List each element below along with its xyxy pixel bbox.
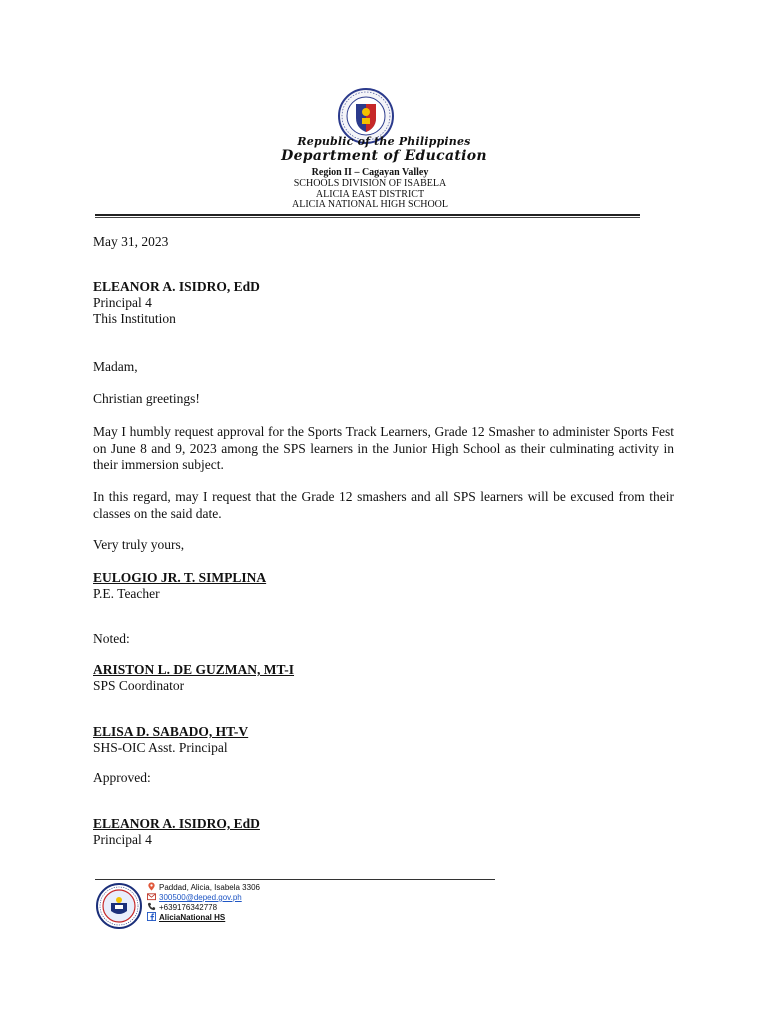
mail-icon (147, 892, 156, 901)
footer-divider (95, 879, 495, 880)
approved-label: Approved: (93, 770, 151, 785)
letterhead-divider (95, 214, 640, 216)
letterhead-district: ALICIA EAST DISTRICT (315, 189, 425, 200)
recipient-position: Principal 4 (93, 295, 152, 310)
letterhead-school: ALICIA NATIONAL HIGH SCHOOL (291, 199, 448, 210)
letterhead-divider-thin (95, 217, 640, 218)
facebook-icon (147, 912, 156, 921)
closing: Very truly yours, (93, 537, 185, 552)
footer-email-link[interactable]: 300500@deped.gov.ph (159, 893, 242, 902)
letterhead-division: SCHOOLS DIVISION OF ISABELA (293, 178, 447, 189)
location-pin-icon (147, 882, 156, 891)
sender-name: EULOGIO JR. T. SIMPLINA (93, 570, 267, 585)
approver-position: Principal 4 (93, 832, 152, 847)
noted-signatory-position: SHS-OIC Asst. Principal (93, 740, 228, 755)
recipient-office: This Institution (93, 311, 176, 326)
school-seal-logo (96, 883, 142, 929)
noted-label: Noted: (93, 631, 130, 646)
approver-name: ELEANOR A. ISIDRO, EdD (93, 816, 260, 831)
noted-signatory-name: ELISA D. SABADO, HT-V (93, 724, 249, 739)
letter-date: May 31, 2023 (93, 234, 169, 249)
noted-signatory-name: ARISTON L. DE GUZMAN, MT-I (93, 662, 295, 677)
footer-facebook-link[interactable]: AliciaNational HS (159, 913, 226, 922)
body-paragraph-excuse: In this regard, may I request that the Grade 12 smashers and all SPS learners will be excused from their classes on the said date. (93, 489, 674, 521)
body-paragraph-request: May I humbly request approval for the Sports Track Learners, Grade 12 Smasher to administer Sports Fest on June 8 and 9, 2023 among the SPS learners in the Junior High School as their culminating activity in their immersion subject. (93, 424, 674, 472)
recipient-name: ELEANOR A. ISIDRO, EdD (93, 279, 260, 294)
footer-facebook-row (147, 912, 225, 923)
phone-icon (147, 902, 156, 911)
letterhead-region: Region II – Cagayan Valley (311, 167, 429, 178)
letterhead-department: Department of Education (281, 148, 487, 164)
salutation: Madam, (93, 359, 138, 374)
footer-address: Paddad, Alicia, Isabela 3306 (159, 883, 260, 892)
greeting: Christian greetings! (93, 391, 200, 406)
noted-signatory-position: SPS Coordinator (93, 678, 185, 693)
footer-phone: +639176342778 (159, 903, 218, 912)
sender-position: P.E. Teacher (93, 586, 160, 601)
letterhead-republic: Republic of the Philippines (297, 135, 471, 148)
